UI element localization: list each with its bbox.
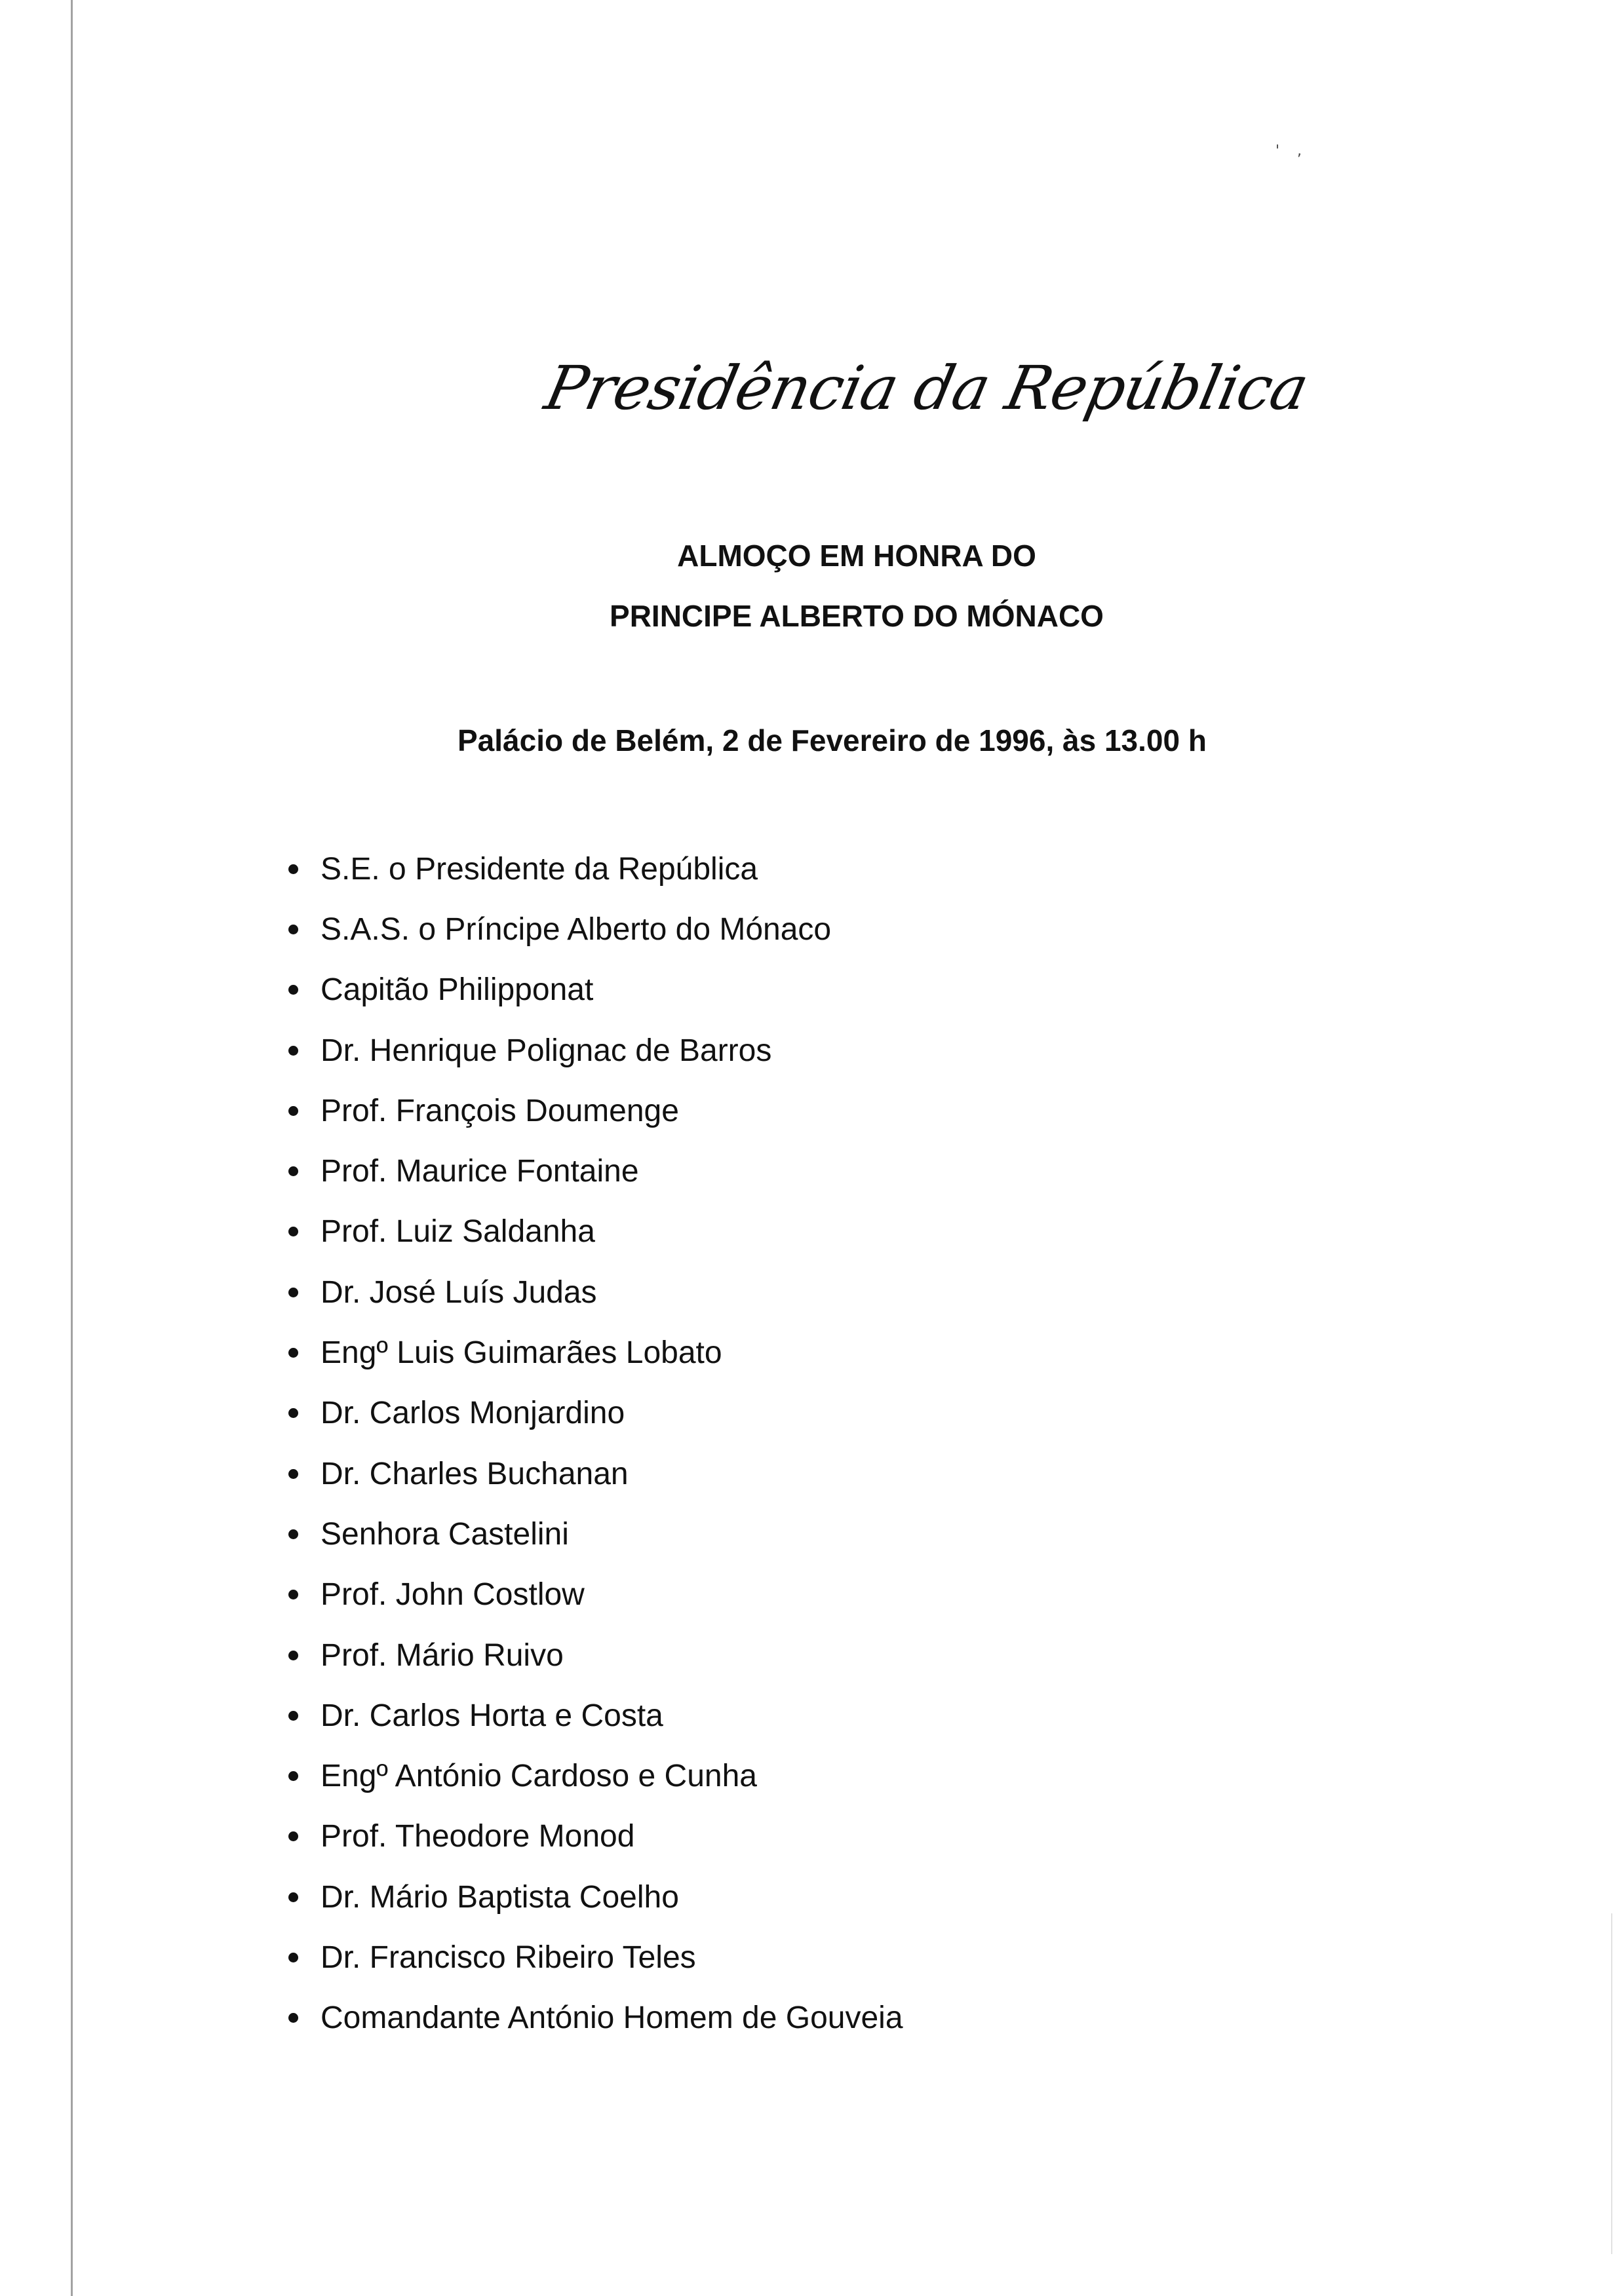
guest-name: Dr. Carlos Horta e Costa bbox=[321, 1698, 663, 1733]
guest-name: Prof. Maurice Fontaine bbox=[321, 1154, 639, 1189]
bullet-icon bbox=[288, 1106, 298, 1116]
bullet-icon bbox=[288, 1227, 298, 1236]
bullet-icon bbox=[288, 864, 298, 874]
guest-list-item bbox=[288, 1081, 903, 1141]
bullet-icon bbox=[288, 1953, 298, 1962]
guest-list-item bbox=[288, 1504, 903, 1564]
guest-list-item bbox=[288, 1262, 903, 1322]
guest-name: S.A.S. o Príncipe Alberto do Mónaco bbox=[321, 911, 832, 947]
bullet-icon bbox=[288, 1590, 298, 1599]
bullet-icon bbox=[288, 925, 298, 934]
bullet-icon bbox=[288, 1046, 298, 1056]
guest-list bbox=[288, 839, 903, 2048]
guest-name: Dr. Henrique Polignac de Barros bbox=[321, 1033, 772, 1068]
letterhead bbox=[537, 346, 1314, 431]
guest-list-item bbox=[288, 1020, 903, 1081]
guest-name: Prof. Theodore Monod bbox=[321, 1819, 635, 1854]
guest-list-item bbox=[288, 1202, 903, 1262]
scan-specks: ' , bbox=[1275, 143, 1309, 159]
guest-list-item bbox=[288, 1867, 903, 1927]
guest-list-item bbox=[288, 1988, 903, 2048]
guest-list-item bbox=[288, 1625, 903, 1685]
bullet-icon bbox=[288, 1651, 298, 1660]
bullet-icon bbox=[288, 985, 298, 995]
bullet-icon bbox=[288, 1892, 298, 1902]
bullet-icon bbox=[288, 1529, 298, 1539]
bullet-icon bbox=[288, 1831, 298, 1841]
guest-name: Engº Luis Guimarães Lobato bbox=[321, 1335, 722, 1371]
guest-name: Prof. Luiz Saldanha bbox=[321, 1214, 595, 1250]
guest-list-item bbox=[288, 1322, 903, 1383]
guest-name: Comandante António Homem de Gouveia bbox=[321, 2000, 903, 2036]
guest-name: Engº António Cardoso e Cunha bbox=[321, 1759, 757, 1794]
letterhead-script: Presidência da República bbox=[539, 353, 1314, 423]
guest-name: Prof. François Doumenge bbox=[321, 1093, 679, 1128]
scan-edge-line-right bbox=[1611, 1913, 1612, 2254]
guest-name: Senhora Castelini bbox=[321, 1516, 569, 1552]
guest-list-item bbox=[288, 960, 903, 1020]
guest-list-item bbox=[288, 1685, 903, 1746]
bullet-icon bbox=[288, 1288, 298, 1297]
guest-name: S.E. o Presidente da República bbox=[321, 851, 758, 887]
guest-list-item bbox=[288, 899, 903, 959]
guest-name: Dr. Francisco Ribeiro Teles bbox=[321, 1940, 696, 1975]
guest-name: Prof. Mário Ruivo bbox=[321, 1637, 564, 1673]
guest-name: Dr. Mário Baptista Coelho bbox=[321, 1879, 679, 1915]
bullet-icon bbox=[288, 1408, 298, 1418]
guest-name: Dr. José Luís Judas bbox=[321, 1274, 597, 1310]
guest-list-item bbox=[288, 1444, 903, 1504]
guest-list-item bbox=[288, 839, 903, 899]
event-venue-date: Palácio de Belém, 2 de Fevereiro de 1996, às 13.00 h bbox=[457, 723, 1207, 757]
bullet-icon bbox=[288, 1711, 298, 1721]
event-title-line-1: ALMOÇO EM HONRA DO bbox=[677, 539, 1036, 573]
bullet-icon bbox=[288, 2013, 298, 2023]
bullet-icon bbox=[288, 1469, 298, 1479]
bullet-icon bbox=[288, 1348, 298, 1358]
guest-name: Prof. John Costlow bbox=[321, 1577, 585, 1613]
guest-list-item bbox=[288, 1383, 903, 1444]
guest-name: Dr. Charles Buchanan bbox=[321, 1456, 629, 1491]
guest-list-item bbox=[288, 1807, 903, 1867]
event-title-line-2: PRINCIPE ALBERTO DO MÓNACO bbox=[610, 599, 1104, 633]
scan-edge-line bbox=[71, 0, 73, 2296]
guest-name: Dr. Carlos Monjardino bbox=[321, 1396, 625, 1431]
guest-list-item bbox=[288, 1141, 903, 1201]
bullet-icon bbox=[288, 1166, 298, 1176]
guest-list-item bbox=[288, 1927, 903, 1987]
guest-list-item bbox=[288, 1565, 903, 1625]
bullet-icon bbox=[288, 1771, 298, 1781]
guest-name: Capitão Philipponat bbox=[321, 972, 594, 1008]
guest-list-item bbox=[288, 1746, 903, 1806]
